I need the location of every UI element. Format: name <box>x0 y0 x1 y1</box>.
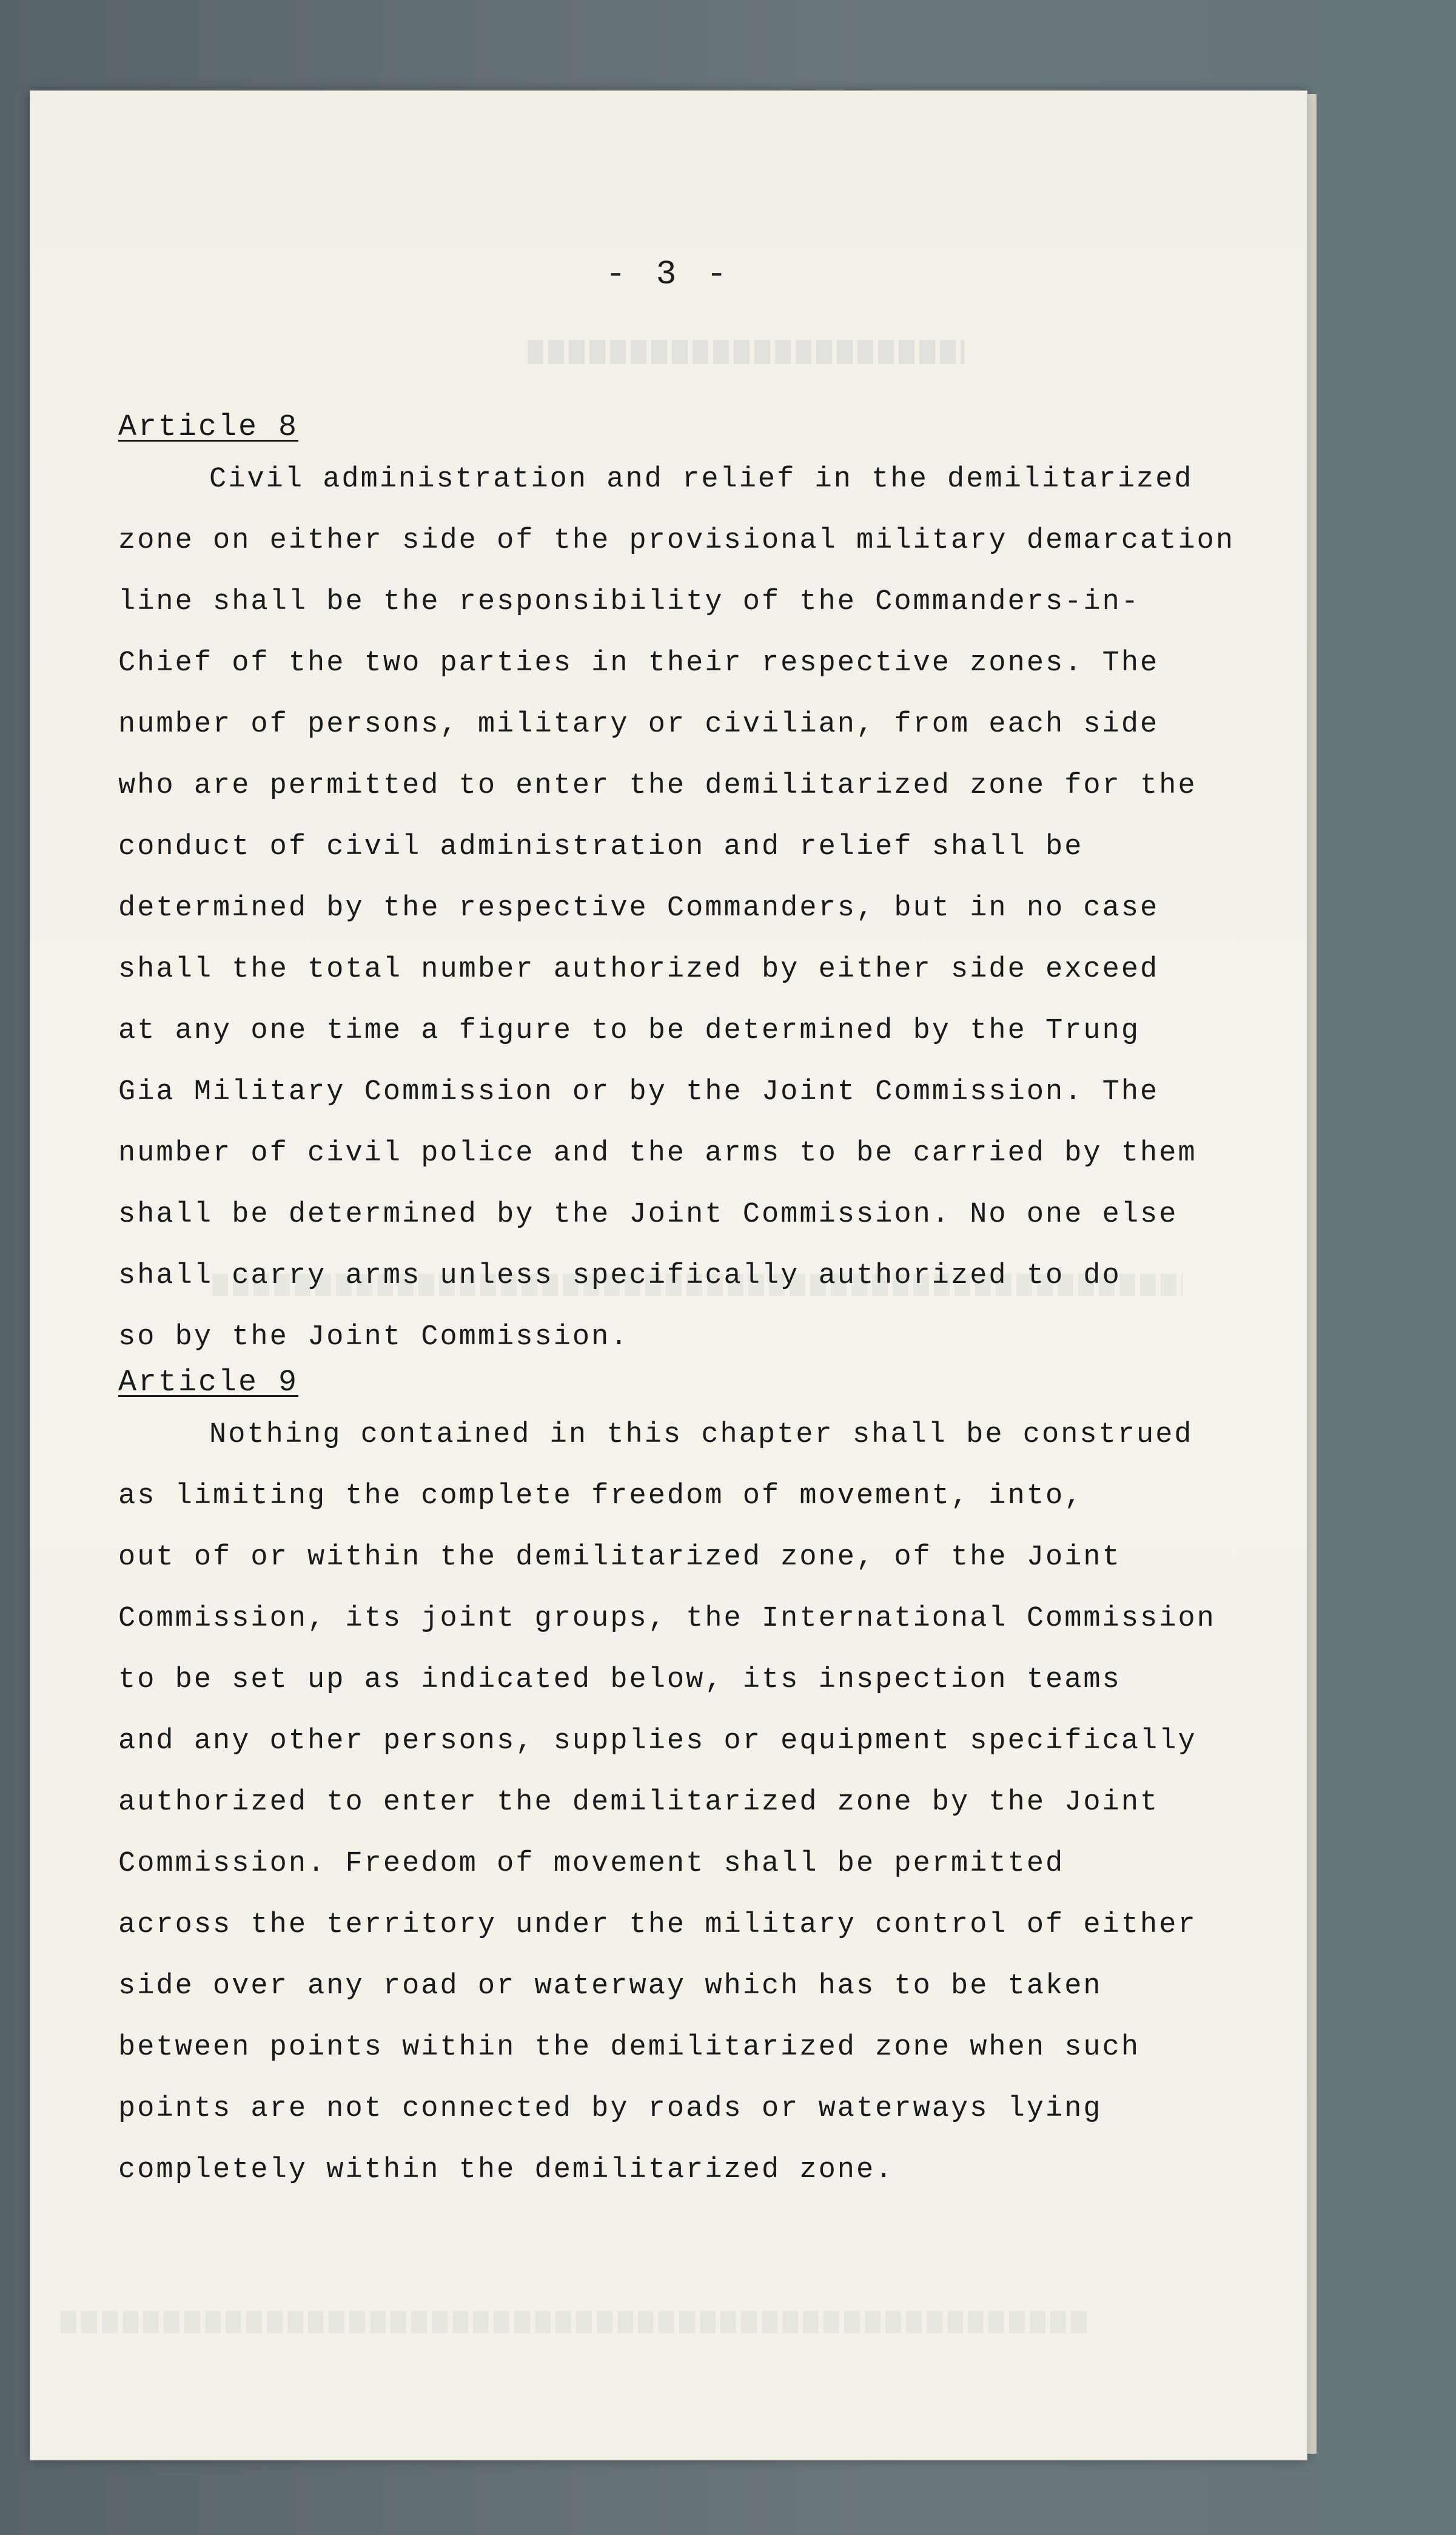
text-line: Commission, its joint groups, the International Commission <box>118 1603 1216 1635</box>
article-8-paragraph <box>118 449 1270 1368</box>
text-line: number of persons, military or civilian, from each side <box>118 709 1159 741</box>
text-line: number of civil police and the arms to be carried by them <box>118 1137 1197 1170</box>
text-line: shall be determined by the Joint Commission. No one else <box>118 1199 1178 1231</box>
text-line: side over any road or waterway which has to be taken <box>118 1970 1102 2002</box>
text-line: points are not connected by roads or waterways lying <box>118 2093 1102 2125</box>
text-line: Gia Military Commission or by the Joint Commission. The <box>118 1076 1159 1108</box>
text-line: shall the total number authorized by either side exceed <box>118 954 1159 986</box>
text-line: shall carry arms unless specifically authorized to do <box>118 1260 1121 1292</box>
text-line: between points within the demilitarized zone when such <box>118 2032 1141 2064</box>
text-line: at any one time a figure to be determined by the Trung <box>118 1015 1141 1047</box>
text-line: and any other persons, supplies or equipment specifically <box>118 1725 1197 1757</box>
text-line: Commission. Freedom of movement shall be permitted <box>118 1848 1065 1880</box>
text-line: determined by the respective Commanders, but in no case <box>118 892 1159 924</box>
text-line: Chief of the two parties in their respective zones. The <box>118 647 1159 679</box>
document-body <box>118 406 1270 2201</box>
page-number: - 3 - <box>605 255 732 294</box>
text-line: as limiting the complete freedom of movement, into, <box>118 1480 1084 1512</box>
paper-edge <box>1307 94 1317 2454</box>
text-line: out of or within the demilitarized zone, of the Joint <box>118 1541 1121 1574</box>
text-line: completely within the demilitarized zone. <box>118 2154 894 2186</box>
article-9-heading: Article 9 <box>118 1365 299 1400</box>
bleed-through-texture <box>528 340 964 364</box>
article-9-paragraph <box>118 1404 1270 2201</box>
text-line: conduct of civil administration and relief shall be <box>118 831 1084 863</box>
document-page <box>30 91 1307 2460</box>
text-line: authorized to enter the demilitarized zone by the Joint <box>118 1786 1159 1819</box>
text-line: to be set up as indicated below, its inspection teams <box>118 1664 1121 1696</box>
text-line: zone on either side of the provisional military demarcation <box>118 525 1235 557</box>
text-line: who are permitted to enter the demilitarized zone for the <box>118 770 1197 802</box>
bleed-through-texture <box>61 2311 1092 2333</box>
text-line: Nothing contained in this chapter shall be construed <box>209 1419 1193 1451</box>
text-line: so by the Joint Commission. <box>118 1321 629 1353</box>
article-8-heading: Article 8 <box>118 410 299 445</box>
text-line: line shall be the responsibility of the Commanders-in- <box>118 586 1141 618</box>
text-line: across the territory under the military control of either <box>118 1909 1197 1941</box>
text-line: Civil administration and relief in the demilitarized <box>209 463 1193 496</box>
